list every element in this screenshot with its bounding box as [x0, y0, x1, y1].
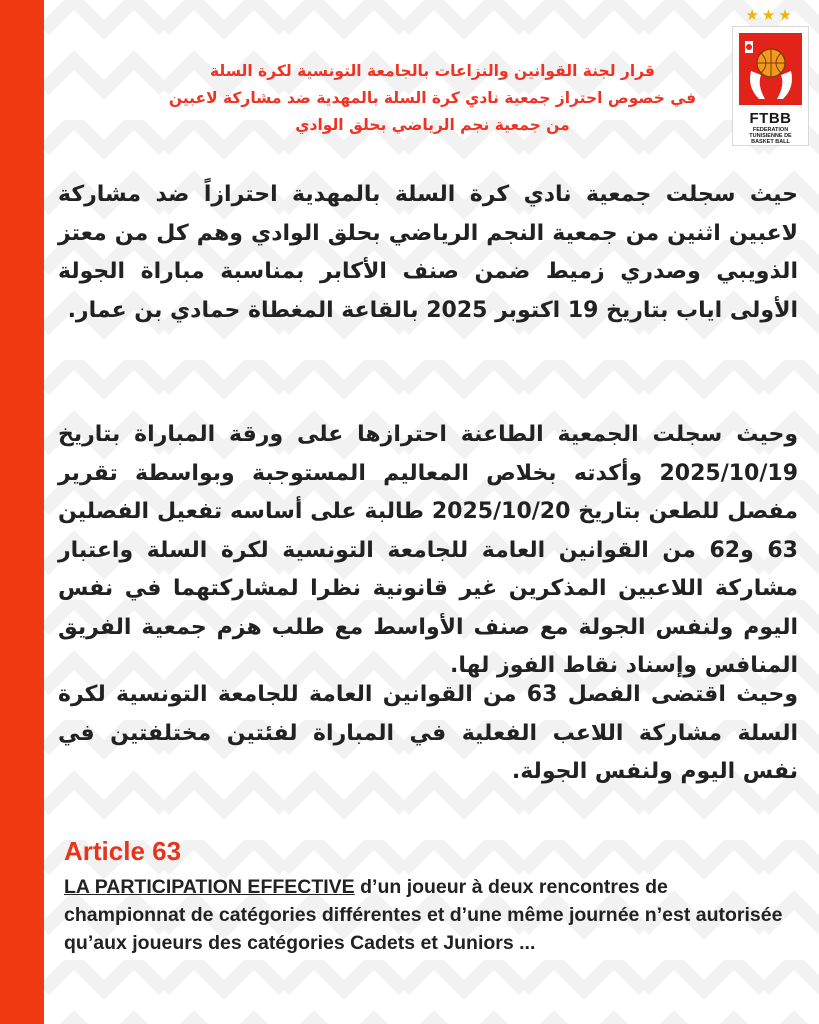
article-title: Article 63 [64, 836, 182, 866]
logo-subtitle-3: BASKET BALL [751, 139, 790, 145]
article-body: d’un joueur à deux rencontres de championnat de catégories différentes et d’une même journée n’est autorisée qu’aux joueurs des catégories Cadets et Juniors ... [64, 876, 783, 954]
paragraph-1: حيث سجلت جمعية نادي كرة السلة بالمهدية احترازاً ضد مشاركة لاعبين اثنين من جمعية النجم الرياضي بحلق الوادي وهم كل من معتز الذويبي وصدري زميط ضمن صنف الأكابر بمناسبة مباراة الجولة الأولى اياب بتاريخ 19 اكتوبر 2025 بالقاعة المغطاة حمادي بن عمار. [58, 182, 798, 323]
logo-subtitle-1: FEDERATION [752, 127, 789, 133]
article-text [64, 873, 784, 957]
header-line-3: من جمعية نجم الرياضي بحلق الوادي [295, 116, 570, 134]
header-line-1: قرار لجنة القوانين والنزاعات بالجامعة التونسية لكرة السلة [210, 62, 655, 80]
left-accent-bar [0, 0, 44, 1024]
paragraph-3: وحيث اقتضى الفصل 63 من القوانين العامة للجامعة التونسية لكرة السلة مشاركة اللاعب الفعلية في المباراة لفئتين مختلفتين في نفس اليوم ولنفس الجولة. [58, 682, 798, 784]
article-underlined-phrase: LA PARTICIPATION EFFECTIVE [64, 876, 355, 898]
document-header [150, 58, 715, 139]
header-line-2: في خصوص احتراز جمعية نادي كرة السلة بالمهدية ضد مشاركة لاعبين [168, 89, 697, 107]
rating-stars: ★★★ [745, 6, 795, 24]
basketball-hands-icon [733, 27, 808, 109]
ftbb-logo [732, 26, 809, 146]
paragraph-2: وحيث سجلت الجمعية الطاعنة احترازها على ورقة المباراة بتاريخ 2025/10/19 وأكدته بخلاص المعاليم المستوجبة وبواسطة تقرير مفصل للطعن بتاريخ 2025/10/20 طالبة على أساسه تفعيل الفصلين 63 و62 من القوانين العامة للجامعة التونسية لكرة السلة واعتبار مشاركة اللاعبين المذكرين غير قانونية نظرا لمشاركتهما في نفس اليوم ولنفس الجولة مع صنف الأواسط مع طلب هزم جمعية الفريق المنافس وإسناد نقاط الفوز لها. [58, 422, 798, 678]
logo-subtitle-2: TUNISIENNE DE [749, 133, 792, 139]
logo-abbreviation: FTBB [749, 110, 792, 127]
